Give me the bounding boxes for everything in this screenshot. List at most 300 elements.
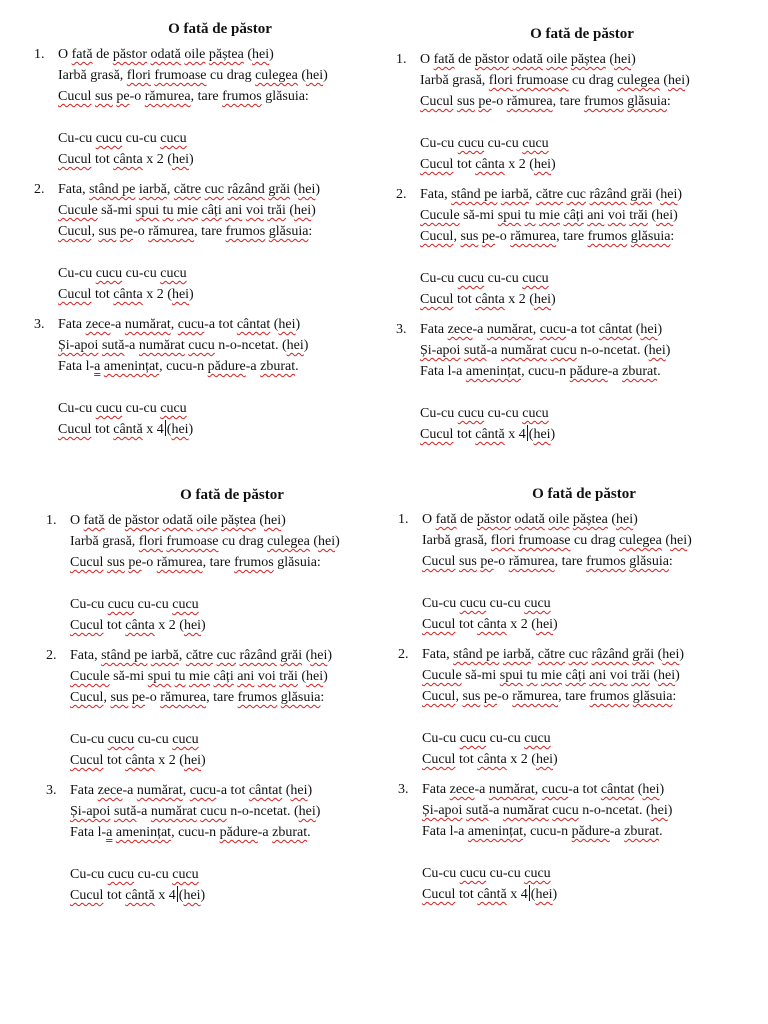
text-cursor (177, 886, 178, 902)
lyric-line (70, 531, 418, 552)
verse-number: 2. (34, 182, 45, 197)
verse-list (34, 44, 406, 440)
text-segment: , tare (554, 554, 587, 569)
spelling-flagged-word: tu (524, 208, 536, 223)
text-segment: să-mi (461, 668, 500, 683)
spelling-flagged-word: Cucul (422, 752, 456, 767)
text-segment: Cu-cu (420, 136, 458, 151)
spelling-flagged-word: rămurea (506, 94, 553, 109)
text-segment: x 4 (142, 422, 164, 437)
spelling-flagged-word: cucu (552, 803, 579, 818)
text-segment: , cucu-n (159, 359, 208, 374)
verse-3 (396, 319, 768, 445)
spelling-flagged-word: hei (298, 804, 316, 819)
spelling-flagged-word: zburat (272, 825, 308, 840)
spelling-flagged-word: odată (150, 47, 181, 62)
lyric-line (58, 221, 406, 242)
text-segment: , tare (552, 94, 585, 109)
text-segment: ( (605, 52, 615, 67)
verse-list (46, 510, 418, 906)
text-segment: ) (677, 187, 683, 202)
stanza-gap (422, 707, 768, 728)
spelling-flagged-word: numărat (136, 783, 183, 798)
spelling-flagged-word: amenințat (465, 364, 522, 379)
spelling-flagged-word: hei (656, 208, 674, 223)
text-segment: Cu-cu (422, 866, 460, 881)
verse-number: 2. (46, 648, 57, 663)
lyric-line (422, 884, 768, 905)
text-segment: . (307, 825, 311, 840)
spelling-flagged-word: odată (512, 52, 543, 67)
lyrics-sheet-bottom-left (46, 486, 418, 915)
text-segment: ) (551, 292, 556, 307)
text-segment: -o (497, 689, 513, 704)
text-segment: , cucu-n (171, 825, 220, 840)
lyric-line (422, 509, 768, 530)
spelling-flagged-word: glăsuia (632, 689, 673, 704)
lyric-line (420, 91, 768, 112)
text-segment: ) (335, 534, 340, 549)
spelling-flagged-word: Cucul (420, 427, 454, 442)
lyric-line (420, 205, 768, 226)
spelling-flagged-word: cucu (524, 731, 551, 746)
verse-2 (46, 645, 418, 771)
spelling-flagged-word: cucu (177, 317, 205, 332)
spelling-flagged-word: sus (460, 229, 479, 244)
text-segment: ) (633, 512, 638, 527)
spelling-flagged-word: Cucule (420, 208, 460, 223)
text-segment: , tare (558, 689, 590, 704)
verse-number: 2. (398, 647, 409, 662)
spelling-flagged-word: sus (106, 555, 125, 570)
spelling-flagged-word: cucu (459, 866, 487, 881)
lyric-line (58, 44, 406, 65)
spelling-flagged-word: cânta (113, 152, 143, 167)
spelling-flagged-word: cânta (477, 617, 507, 632)
spelling-flagged-word: pe (483, 689, 498, 704)
spelling-flagged-word: Cucul (422, 887, 456, 902)
text-segment: ) (685, 73, 690, 88)
spelling-flagged-word: cucu (200, 804, 227, 819)
lyric-line (422, 686, 768, 707)
spelling-flagged-word: cânta (475, 157, 505, 172)
spelling-flagged-word: cucu (160, 131, 187, 146)
verse-number: 3. (46, 783, 57, 798)
text-segment: ) (552, 887, 558, 902)
text-segment: -a (472, 322, 487, 337)
text-segment: -a (124, 338, 139, 353)
spelling-flagged-word: sută (463, 343, 487, 358)
spelling-flagged-word: hei (640, 322, 658, 337)
text-segment: tot (103, 753, 126, 768)
spelling-flagged-word: hei (183, 618, 202, 633)
lyric-line (58, 419, 406, 440)
spelling-flagged-word: cântă (477, 887, 507, 902)
stanza-gap (58, 107, 406, 128)
text-segment: Cu-cu (70, 867, 108, 882)
text-segment: cu-cu (484, 406, 523, 421)
text-segment: , (530, 647, 538, 662)
text-segment: Cu-cu (420, 271, 458, 286)
spelling-flagged-word: Cucul (70, 690, 104, 705)
spelling-flagged-word: voi (607, 208, 626, 223)
text-segment: , (170, 317, 178, 332)
text-segment: ) (673, 208, 678, 223)
text-segment: ) (679, 647, 685, 662)
spelling-flagged-word: cucu (160, 266, 187, 281)
spelling-flagged-word: Cucul (422, 689, 456, 704)
text-segment: -a tot (566, 322, 599, 337)
text-segment: , tare (190, 89, 223, 104)
text-segment: ) (189, 152, 194, 167)
stanza-gap (420, 382, 768, 403)
spelling-flagged-word: amenințat (103, 359, 160, 374)
text-segment: , (453, 229, 461, 244)
spelling-flagged-word: Cucul (70, 888, 104, 903)
spelling-flagged-word: cucu (172, 597, 199, 612)
spelling-flagged-word: zece (449, 782, 475, 797)
text-segment: cu-cu (122, 401, 161, 416)
text-segment: , (532, 322, 540, 337)
lyric-line (420, 361, 768, 382)
text-segment: să-mi (459, 208, 498, 223)
spelling-flagged-word: Cucul (70, 753, 104, 768)
text-segment: x 4 (506, 887, 528, 902)
lyric-line (70, 801, 418, 822)
text-segment: ( (178, 888, 184, 903)
text-segment: ) (553, 752, 558, 767)
text-segment: Fata l-a (422, 824, 468, 839)
spelling-flagged-word: rămurea (144, 89, 191, 104)
text-segment: ) (553, 617, 558, 632)
text-segment: -o (493, 554, 509, 569)
verse-number: 1. (396, 52, 407, 67)
verse-2 (34, 179, 406, 305)
text-segment: tot (103, 618, 126, 633)
text-segment: cu-cu (122, 131, 161, 146)
lyric-line (70, 822, 418, 843)
spelling-flagged-word: zece (447, 322, 473, 337)
lyric-line (70, 780, 418, 801)
text-segment: ( (309, 534, 319, 549)
spelling-flagged-word: sută (465, 803, 489, 818)
spelling-flagged-word: spui (147, 669, 172, 684)
text-segment: Iarbă grasă, (422, 533, 491, 548)
text-segment: -o (141, 555, 157, 570)
spelling-flagged-word: către (535, 187, 564, 202)
text-segment: ) (200, 888, 206, 903)
spelling-flagged-word: hei (278, 317, 296, 332)
spelling-flagged-word: Cucul (420, 157, 454, 172)
spelling-flagged-word: cucu (539, 322, 567, 337)
text-segment: ) (323, 68, 328, 83)
spelling-flagged-word: cucu (457, 136, 485, 151)
text-segment: , (534, 782, 542, 797)
verse-number: 3. (34, 317, 45, 332)
verse-list (398, 509, 768, 905)
lyric-line (420, 70, 768, 91)
text-segment: ) (657, 322, 663, 337)
spelling-flagged-word: Cucul (420, 94, 454, 109)
spelling-flagged-word: Cucul (58, 287, 92, 302)
text-segment: Fata l- (70, 825, 107, 840)
spelling-flagged-word: frumos (234, 555, 274, 570)
text-segment: -a (245, 359, 261, 374)
spelling-flagged-word: cântat (236, 317, 271, 332)
spelling-flagged-word: glăsuia (627, 94, 667, 109)
lyric-line (420, 133, 768, 154)
text-segment: ( (654, 647, 663, 662)
spelling-flagged-word: hei (535, 752, 554, 767)
lyric-line (422, 800, 768, 821)
spelling-flagged-word: grăi (632, 647, 655, 662)
text-segment: de (104, 513, 125, 528)
spelling-flagged-word: glăsuia (629, 554, 669, 569)
text-segment: ( (659, 73, 669, 88)
spelling-flagged-word: numărat (500, 343, 547, 358)
text-segment: Cu-cu (70, 732, 108, 747)
text-segment: Fata, (420, 187, 452, 202)
verse-1 (34, 44, 406, 170)
spelling-flagged-word: Cucul (58, 224, 92, 239)
text-segment: ) (315, 804, 321, 819)
spelling-flagged-word: flori (126, 68, 151, 83)
text-segment: tot (453, 157, 476, 172)
spelling-flagged-word: cucu (160, 401, 187, 416)
text-segment: , (166, 182, 174, 197)
verse-number: 1. (398, 512, 409, 527)
text-segment: ) (323, 669, 328, 684)
spelling-flagged-word: câți (565, 668, 586, 683)
spelling-flagged-word: oile (184, 47, 206, 62)
spelling-flagged-word: glăsuia (630, 229, 671, 244)
spelling-flagged-word: frumos (225, 224, 266, 239)
spelling-flagged-word: frumos (222, 89, 262, 104)
spelling-flagged-word: hei (650, 803, 668, 818)
spelling-flagged-word: hei (660, 187, 678, 202)
spelling-flagged-word: păștea (220, 513, 256, 528)
text-cursor (529, 885, 530, 901)
text-segment: de (92, 47, 113, 62)
spelling-flagged-word: spui (499, 668, 524, 683)
text-segment: -a (110, 317, 125, 332)
spelling-flagged-word: hei (533, 427, 551, 442)
spelling-flagged-word: cânta (475, 292, 505, 307)
spelling-flagged-word: cucu (172, 732, 199, 747)
spelling-flagged-word: pe (128, 555, 142, 570)
text-segment: tot (453, 292, 476, 307)
lyric-line (422, 749, 768, 770)
lyric-line (70, 687, 418, 708)
spelling-flagged-word: cucu (95, 401, 123, 416)
spelling-flagged-word: hei (171, 287, 190, 302)
text-segment: O (70, 513, 84, 528)
spelling-flagged-word: numărat (150, 804, 197, 819)
text-segment: Iarbă grasă, (70, 534, 139, 549)
lyric-line (58, 179, 406, 200)
text-segment: n-o-ncetat. ( (578, 803, 651, 818)
text-segment: ( (297, 68, 307, 83)
spelling-flagged-word: către (185, 648, 214, 663)
spelling-flagged-word: cuc (204, 182, 224, 197)
text-segment: ) (303, 338, 309, 353)
spelling-flagged-word: zburat (624, 824, 660, 839)
spelling-flagged-word: fată (435, 512, 457, 527)
text-segment: ( (270, 317, 279, 332)
text-segment: , cucu-n (523, 824, 572, 839)
text-segment: ( (652, 187, 661, 202)
stanza-gap (420, 112, 768, 133)
text-segment: cu drag (570, 533, 620, 548)
stanza-gap (420, 247, 768, 268)
lyric-line (420, 289, 768, 310)
spelling-flagged-word: frumoase (516, 73, 569, 88)
text-segment: ) (659, 782, 665, 797)
verse-number: 3. (398, 782, 409, 797)
text-segment: cu-cu (134, 597, 173, 612)
grammar-flagged-word: a (106, 825, 113, 840)
spelling-flagged-word: hei (535, 887, 553, 902)
spelling-flagged-word: cucu (541, 782, 569, 797)
spelling-flagged-word: flori (490, 533, 515, 548)
spelling-flagged-word: sus (110, 690, 129, 705)
spelling-flagged-word: ani (587, 208, 605, 223)
spelling-flagged-word: hei (658, 668, 676, 683)
text-segment: tot (91, 287, 114, 302)
spelling-flagged-word: hei (171, 152, 190, 167)
text-segment: cu drag (218, 534, 268, 549)
text-segment: : (672, 689, 677, 704)
text-segment: ( (649, 668, 659, 683)
text-segment: Iarbă grasă, (420, 73, 489, 88)
verse-number: 3. (396, 322, 407, 337)
spelling-flagged-word: hei (670, 533, 688, 548)
spelling-flagged-word: stând pe (89, 182, 136, 197)
spelling-flagged-word: pe (131, 690, 146, 705)
spelling-flagged-word: fată (71, 47, 93, 62)
spelling-flagged-word: frumos (586, 554, 626, 569)
spelling-flagged-word: voi (245, 203, 264, 218)
spelling-flagged-word: pădure (569, 364, 608, 379)
spelling-flagged-word: cucu (189, 783, 217, 798)
spelling-flagged-word: câți (213, 669, 234, 684)
stanza-gap (422, 842, 768, 863)
lyric-line (58, 86, 406, 107)
text-segment: Fata, (422, 647, 454, 662)
text-segment: , tare (206, 690, 238, 705)
spelling-flagged-word: Cucul (70, 555, 104, 570)
spelling-flagged-word: cuc (216, 648, 236, 663)
text-segment: ) (188, 422, 194, 437)
spelling-flagged-word: zece (97, 783, 123, 798)
spelling-flagged-word: rămurea (508, 554, 555, 569)
spelling-flagged-word: cucu (457, 271, 485, 286)
spelling-flagged-word: pe (116, 89, 130, 104)
spelling-flagged-word: cucu (524, 866, 551, 881)
verse-1 (396, 49, 768, 175)
spelling-flagged-word: mie (189, 669, 210, 684)
text-segment: cu-cu (122, 266, 161, 281)
spelling-flagged-word: spui (135, 203, 160, 218)
text-segment: x 2 ( (504, 157, 534, 172)
text-segment: Fata (70, 783, 98, 798)
spelling-flagged-word: amenințat (115, 825, 172, 840)
spelling-flagged-word: voi (257, 669, 276, 684)
text-segment: -a tot (204, 317, 237, 332)
spelling-flagged-word: cucu (457, 406, 485, 421)
spelling-flagged-word: sută (113, 804, 137, 819)
lyric-line (422, 614, 768, 635)
text-segment: ) (550, 427, 556, 442)
text-segment: -a (122, 783, 137, 798)
spelling-flagged-word: Cucule (70, 669, 110, 684)
verse-3 (34, 314, 406, 440)
grammar-flagged-word: a (94, 359, 101, 374)
lyric-line (422, 863, 768, 884)
text-segment: O (58, 47, 72, 62)
spelling-flagged-word: zece (85, 317, 111, 332)
spelling-flagged-word: hei (662, 647, 680, 662)
text-segment: ) (307, 783, 313, 798)
text-segment: O (420, 52, 434, 67)
spelling-flagged-word: cucu (522, 406, 549, 421)
lyric-line (420, 268, 768, 289)
text-segment: -a (488, 803, 503, 818)
spelling-flagged-word: Și-apoi (422, 803, 463, 818)
lyric-line (58, 335, 406, 356)
lyric-line (420, 403, 768, 424)
verse-list (396, 49, 768, 445)
lyric-line (58, 284, 406, 305)
lyric-line (422, 821, 768, 842)
lyric-line (420, 184, 768, 205)
text-segment: x 4 (154, 888, 176, 903)
spelling-flagged-word: spui (497, 208, 522, 223)
text-segment: ) (675, 668, 680, 683)
spelling-flagged-word: pe (119, 224, 134, 239)
spelling-flagged-word: odată (162, 513, 193, 528)
lyric-line (422, 728, 768, 749)
lyric-line (70, 729, 418, 750)
spelling-flagged-word: cucu (522, 271, 549, 286)
lyric-line (70, 666, 418, 687)
text-segment: ) (665, 343, 671, 358)
text-segment: , (91, 224, 99, 239)
spelling-flagged-word: ani (589, 668, 607, 683)
song-title: O fată de păstor (180, 487, 284, 503)
lyrics-sheet-bottom-right (398, 485, 768, 914)
spelling-flagged-word: fată (83, 513, 105, 528)
spelling-flagged-word: glăsuia (280, 690, 321, 705)
spelling-flagged-word: hei (648, 343, 666, 358)
spelling-flagged-word: râzând (227, 182, 265, 197)
spelling-flagged-word: oile (548, 512, 570, 527)
text-segment: -a (607, 364, 623, 379)
text-segment: cu-cu (486, 866, 525, 881)
spelling-flagged-word: amenințat (467, 824, 524, 839)
spelling-flagged-word: stând pe (453, 647, 500, 662)
spelling-flagged-word: cânta (477, 752, 507, 767)
text-segment: ) (201, 753, 206, 768)
spelling-flagged-word: rămurea (148, 224, 195, 239)
spelling-flagged-word: hei (642, 782, 660, 797)
text-segment: x 2 ( (142, 152, 172, 167)
spelling-flagged-word: pădure (219, 825, 258, 840)
spelling-flagged-word: păștea (208, 47, 244, 62)
spelling-flagged-word: cucu (522, 136, 549, 151)
text-segment: cu drag (568, 73, 618, 88)
stanza-gap (58, 377, 406, 398)
